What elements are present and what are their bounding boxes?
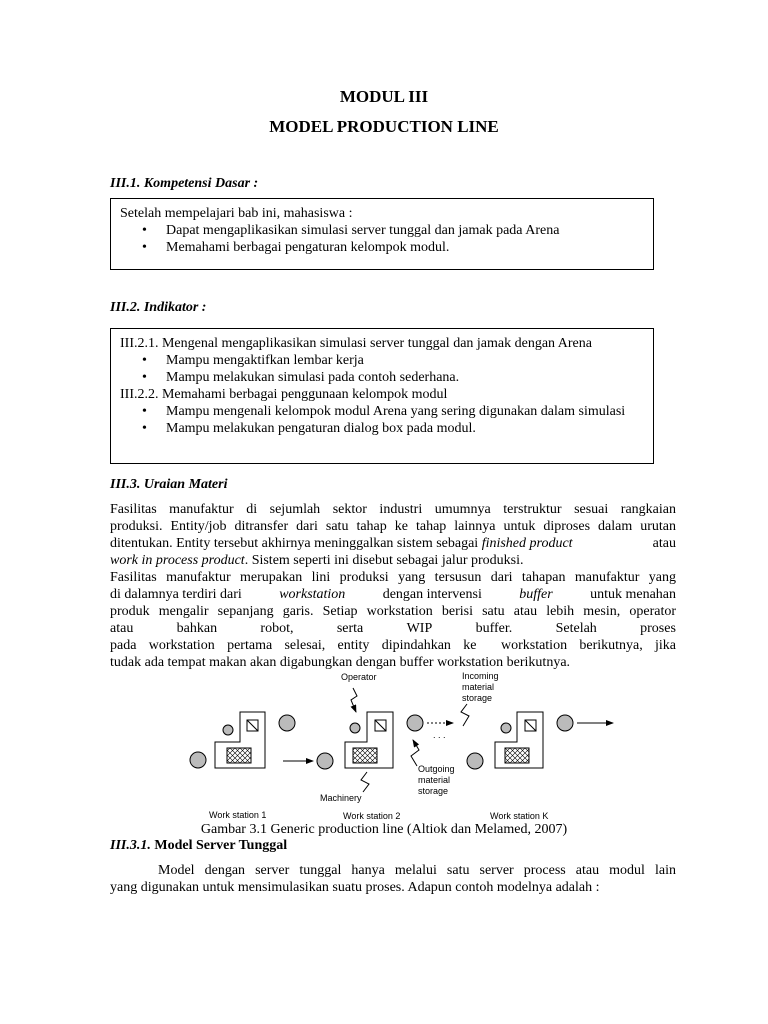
list-item: • Dapat mengaplikasikan simulasi server tunggal dan jamak pada Arena — [120, 222, 643, 239]
text-line — [110, 620, 676, 637]
dots-label: . . . — [433, 730, 446, 740]
subsection-heading — [110, 838, 287, 854]
figure-caption: Gambar 3.1 Generic production line (Altiok dan Melamed, 2007) — [200, 822, 568, 837]
emphasis: workstation — [279, 587, 346, 602]
text-line: pada workstation pertama selesai, entity dipindahkan ke workstation berikutnya, jika — [110, 638, 676, 653]
outgoing-label: material — [418, 775, 451, 785]
buffer-entity-circle — [190, 752, 206, 768]
paragraph-3 — [110, 862, 676, 896]
ws1-label: Work station 1 — [209, 810, 267, 820]
text-line: Fasilitas manufaktur merupakan lini produksi yang tersusun dari tahapan manufaktur yang — [110, 570, 676, 585]
kompetensi-box — [110, 198, 654, 270]
subsection-title: Model Server Tunggal — [150, 838, 288, 853]
word: atau — [110, 621, 134, 636]
text-span: ditentukan. Entity tersebut akhirnya meninggalkan sistem sebagai — [110, 536, 482, 551]
buffer-entity-circle — [467, 753, 483, 769]
kompetensi-intro: Setelah mempelajari bab ini, mahasiswa : — [120, 206, 353, 221]
indikator-item-1-list — [120, 352, 643, 386]
section-heading-uraian: III.3. Uraian Materi — [110, 477, 228, 492]
text-span: atau — [649, 536, 676, 551]
text-line: Fasilitas manufaktur di sejumlah sektor industri umumnya terstruktur sesuai rangkaian — [110, 502, 676, 517]
indikator-item-2: III.2.2. Memahami berbagai penggunaan kelompok modul — [120, 387, 448, 402]
buffer-entity-circle — [317, 753, 333, 769]
list-item: • Mampu mengaktifkan lembar kerja — [120, 352, 643, 369]
list-item: • Mampu melakukan pengaturan dialog box pada modul. — [120, 420, 643, 437]
incoming-label: material — [462, 682, 495, 692]
word: Setelah — [555, 621, 597, 636]
kompetensi-list — [120, 222, 643, 256]
text-line — [110, 552, 676, 569]
text-span: di dalamnya terdiri dari — [110, 587, 246, 602]
emphasis: finished product — [481, 536, 573, 551]
ws2-label: Work station 2 — [343, 811, 401, 821]
operator-label: Operator — [341, 672, 377, 682]
buffer-entity-circle — [279, 715, 295, 731]
list-item: • Mampu melakukan simulasi pada contoh sederhana. — [120, 369, 643, 386]
text-line — [110, 586, 676, 603]
text-line: produksi. Entity/job ditransfer dari satu tahap ke tahap lainnya untuk diproses dalam urutan — [110, 519, 676, 534]
section-heading-indikator: III.2. Indikator : — [110, 300, 207, 315]
section-heading-kompetensi: III.1. Kompetensi Dasar : — [110, 176, 259, 191]
buffer-entity-circle — [557, 715, 573, 731]
machinery-label: Machinery — [320, 793, 362, 803]
emphasis: work in process product — [110, 553, 245, 568]
word: proses — [640, 621, 676, 636]
outgoing-label: Outgoing — [418, 764, 455, 774]
incoming-label: Incoming — [462, 671, 499, 681]
workstation-1-machine — [215, 712, 265, 768]
word: robot, — [260, 621, 294, 636]
list-item: • Mampu mengenali kelompok modul Arena yang sering digunakan dalam simulasi — [120, 403, 643, 420]
text-line — [110, 535, 676, 552]
text-line: yang digunakan untuk mensimulasikan suatu proses. Adapun contoh modelnya adalah : — [110, 880, 600, 895]
workstation-2-machine — [345, 712, 393, 768]
machinery-pointer — [361, 772, 369, 792]
text-line: produk mengalir sepanjang garis. Setiap workstation berisi satu atau lebih mesin, operator — [110, 604, 676, 619]
text-span: untuk menahan — [586, 587, 676, 602]
wsk-label: Work station K — [490, 811, 549, 821]
outgoing-pointer — [411, 740, 419, 766]
workstation-k-machine — [495, 712, 543, 768]
production-line-diagram — [185, 668, 615, 824]
indikator-box — [110, 328, 654, 464]
word: bahkan — [176, 621, 218, 636]
text-line: Model dengan server tunggal hanya melalui satu server process atau modul lain — [158, 863, 676, 878]
incoming-pointer — [461, 704, 469, 726]
emphasis: buffer — [519, 587, 553, 602]
module-number-title: MODUL III — [339, 87, 429, 106]
word: serta — [336, 621, 364, 636]
text-line: tudak ada tempat makan akan digabungkan dengan buffer workstation berikutnya. — [110, 655, 571, 670]
buffer-entity-circle — [407, 715, 423, 731]
indikator-item-1: III.2.1. Mengenal mengaplikasikan simulasi server tunggal dan jamak dengan Arena — [120, 336, 592, 351]
list-item: • Memahami berbagai pengaturan kelompok modul. — [120, 239, 643, 256]
paragraph-1 — [110, 501, 676, 569]
paragraph-2 — [110, 569, 676, 671]
word: WIP — [406, 621, 433, 636]
subsection-number: III.3.1. — [110, 838, 151, 853]
word: buffer. — [475, 621, 513, 636]
indikator-item-2-list — [120, 403, 643, 437]
module-main-title: MODEL PRODUCTION LINE — [269, 117, 499, 136]
outgoing-label: storage — [418, 786, 449, 796]
text-span: . Sistem seperti ini disebut sebagai jalur produksi. — [244, 553, 524, 568]
incoming-label: storage — [462, 693, 493, 703]
operator-pointer — [351, 688, 357, 712]
text-span: dengan intervensi — [379, 587, 486, 602]
